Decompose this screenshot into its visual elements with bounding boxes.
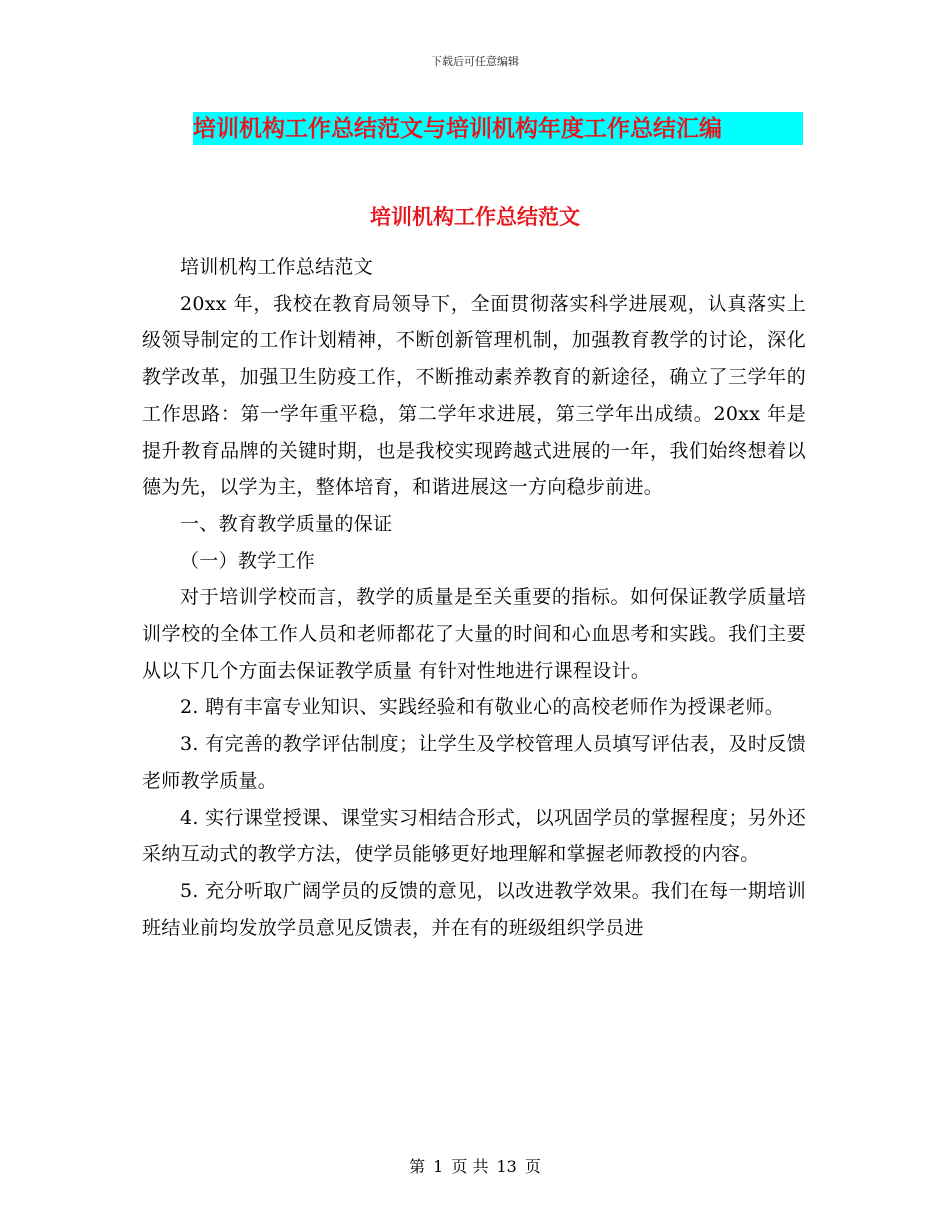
footer-middle: 页 共: [451, 1157, 489, 1176]
document-body: [142, 249, 806, 946]
list-item-2: 2. 聘有丰富专业知识、实践经验和有敬业心的高校老师作为授课老师。: [180, 696, 785, 719]
document-main-title: 培训机构工作总结范文与培训机构年度工作总结汇编: [193, 112, 803, 145]
section-title: 培训机构工作总结范文: [370, 204, 580, 229]
list-item-5: 5. 充分听取广阔学员的反馈的意见，以改进教学效果。我们在每一期培训班结业前均发放学员意见反馈表，并在有的班级组织学员进: [142, 879, 806, 939]
footer-total-pages: 13: [496, 1157, 517, 1176]
page-footer: [0, 1154, 950, 1177]
paragraph-intro-title: 培训机构工作总结范文: [180, 256, 374, 278]
list-item-3: 3. 有完善的教学评估制度；让学生及学校管理人员填写评估表，及时反馈老师教学质量。: [142, 733, 806, 792]
footer-prefix: 第: [409, 1157, 426, 1176]
paragraph-overview: 20xx 年，我校在教育局领导下，全面贯彻落实科学进展观，认真落实上级领导制定的工作计划精神，不断创新管理机制，加强教育教学的讨论，深化教学改革，加强卫生防疫工作，不断推动素养教育的新途径，确立了三学年的工作思路：第一学年重平稳，第二学年求进展，第三学年出成绩。20xx 年是提升教育品牌的关键时期，也是我校实现跨越式进展的一年，我们始终想着以德为先，以学为主，整体培育，和谐进展这一方向稳步前进。: [142, 292, 806, 499]
footer-suffix: 页: [524, 1157, 541, 1176]
paragraph-teaching-quality: 对于培训学校而言，教学的质量是至关重要的指标。如何保证教学质量培训学校的全体工作人员和老师都花了大量的时间和心血思考和实践。我们主要从以下几个方面去保证教学质量 有针对性地进行课程设计。: [142, 586, 806, 682]
footer-page-number: 1: [433, 1157, 444, 1176]
header-note: 下载后可任意编辑: [431, 55, 519, 68]
list-item-4: 4. 实行课堂授课、课堂实习相结合形式，以巩固学员的掌握程度；另外还采纳互动式的教学方法，使学员能够更好地理解和掌握老师教授的内容。: [142, 806, 806, 866]
heading-teaching-work: （一）教学工作: [180, 549, 316, 572]
heading-quality-assurance: 一、教育教学质量的保证: [180, 512, 393, 535]
